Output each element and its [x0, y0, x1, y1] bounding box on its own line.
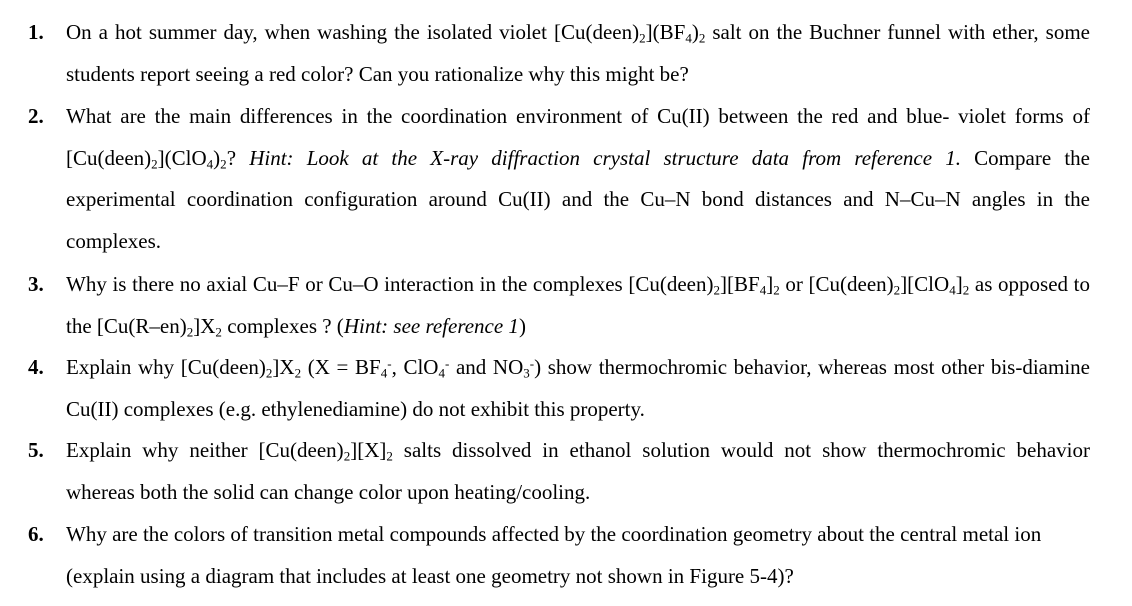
- text-run: , ClO: [391, 355, 439, 379]
- question-number: 4.: [28, 355, 44, 379]
- subscript: 2: [639, 30, 646, 46]
- text-run: ): [213, 145, 221, 170]
- subscript: 2: [220, 155, 227, 171]
- text-run: On a hot summer day, when washing the isolated violet [Cu(deen): [66, 20, 640, 44]
- question-number: 5.: [28, 438, 44, 462]
- text-run: ][ClO: [900, 272, 950, 296]
- question-number: 2.: [28, 104, 44, 128]
- text-run: ]X: [193, 313, 216, 338]
- question-text: [66, 514, 1090, 597]
- text-run: or [Cu(deen): [779, 272, 894, 296]
- subscript: 4: [206, 155, 214, 171]
- text-run: ?: [226, 145, 250, 170]
- subscript: 2: [265, 365, 273, 381]
- text-run: ]: [766, 272, 774, 296]
- text-run: Explain why neither [Cu(deen): [66, 438, 344, 462]
- text-run: ](ClO: [157, 145, 207, 170]
- subscript: 2: [186, 323, 194, 339]
- subscript: 2: [773, 282, 780, 298]
- question-number: 6.: [28, 522, 44, 546]
- text-run: What are the main differences in the coordination environment of Cu(II) between the red and blue- violet forms of [Cu(deen): [66, 104, 1090, 170]
- question-number: 1.: [28, 20, 44, 44]
- question-text: [66, 264, 1090, 347]
- text-run: ][X]: [350, 438, 387, 462]
- text-run: ]X: [272, 355, 295, 379]
- subscript: 3: [523, 365, 530, 381]
- text-run: ): [691, 20, 699, 44]
- subscript: 2: [698, 30, 706, 46]
- text-run: Why are the colors of transition metal compounds affected by the coordination geometry about the central metal ion (explain using a diagram that includes at least one geometry not shown in Figure 5-4)?: [66, 522, 1042, 588]
- text-run: ): [518, 313, 526, 338]
- subscript: 2: [386, 448, 393, 464]
- question-text: [66, 430, 1090, 513]
- superscript: -: [387, 356, 392, 372]
- subscript: 4: [949, 282, 956, 298]
- superscript: -: [529, 356, 535, 372]
- text-run: (X = BF: [301, 355, 381, 379]
- question-number: 3.: [28, 272, 44, 296]
- subscript: 4: [759, 282, 767, 298]
- subscript: 2: [151, 155, 158, 171]
- subscript: 4: [685, 30, 692, 46]
- text-run: ]: [955, 272, 963, 296]
- text-run: ) show thermochromic behavior, whereas most other bis-diamine Cu(II) complexes (e.g. ethylenediamine) do not exhibit this property.: [66, 355, 1090, 421]
- text-run: Explain why [Cu(deen): [66, 355, 266, 379]
- text-run: ](BF: [645, 20, 686, 44]
- subscript: 2: [343, 448, 351, 464]
- question-text: [66, 347, 1090, 430]
- text-run: salt on the Buchner funnel with ether, some students report seeing a red color? Can you rationalize why this might be?: [66, 20, 1090, 86]
- subscript: 4: [380, 365, 388, 381]
- text-run: ][BF: [720, 272, 760, 296]
- subscript: 2: [215, 323, 222, 339]
- question-text: [66, 12, 1090, 95]
- subscript: 2: [294, 365, 302, 381]
- text-run: Why is there no axial Cu–F or Cu–O interaction in the complexes [Cu(deen): [66, 272, 714, 296]
- subscript: 2: [893, 282, 901, 298]
- text-run: Compare the experimental coordination configuration around Cu(II) and the Cu–N bond distances and N–Cu–N angles in the complexes.: [66, 145, 1090, 253]
- question-text: [66, 96, 1090, 262]
- text-run: as opposed to the [Cu(R–en): [66, 272, 1090, 338]
- superscript: -: [444, 356, 450, 372]
- subscript: 2: [713, 282, 721, 298]
- subscript: 2: [962, 282, 970, 298]
- text-run: and NO: [449, 355, 524, 379]
- subscript: 4: [438, 365, 445, 381]
- text-run: complexes ? (: [221, 313, 344, 338]
- hint-text: Hint: Look at the X-ray diffraction crystal structure data from reference 1.: [249, 145, 961, 170]
- text-run: salts dissolved in ethanol solution would not show thermochromic behavior whereas both the solid can change color upon heating/cooling.: [66, 438, 1090, 504]
- hint-text: Hint: see reference 1: [343, 313, 519, 338]
